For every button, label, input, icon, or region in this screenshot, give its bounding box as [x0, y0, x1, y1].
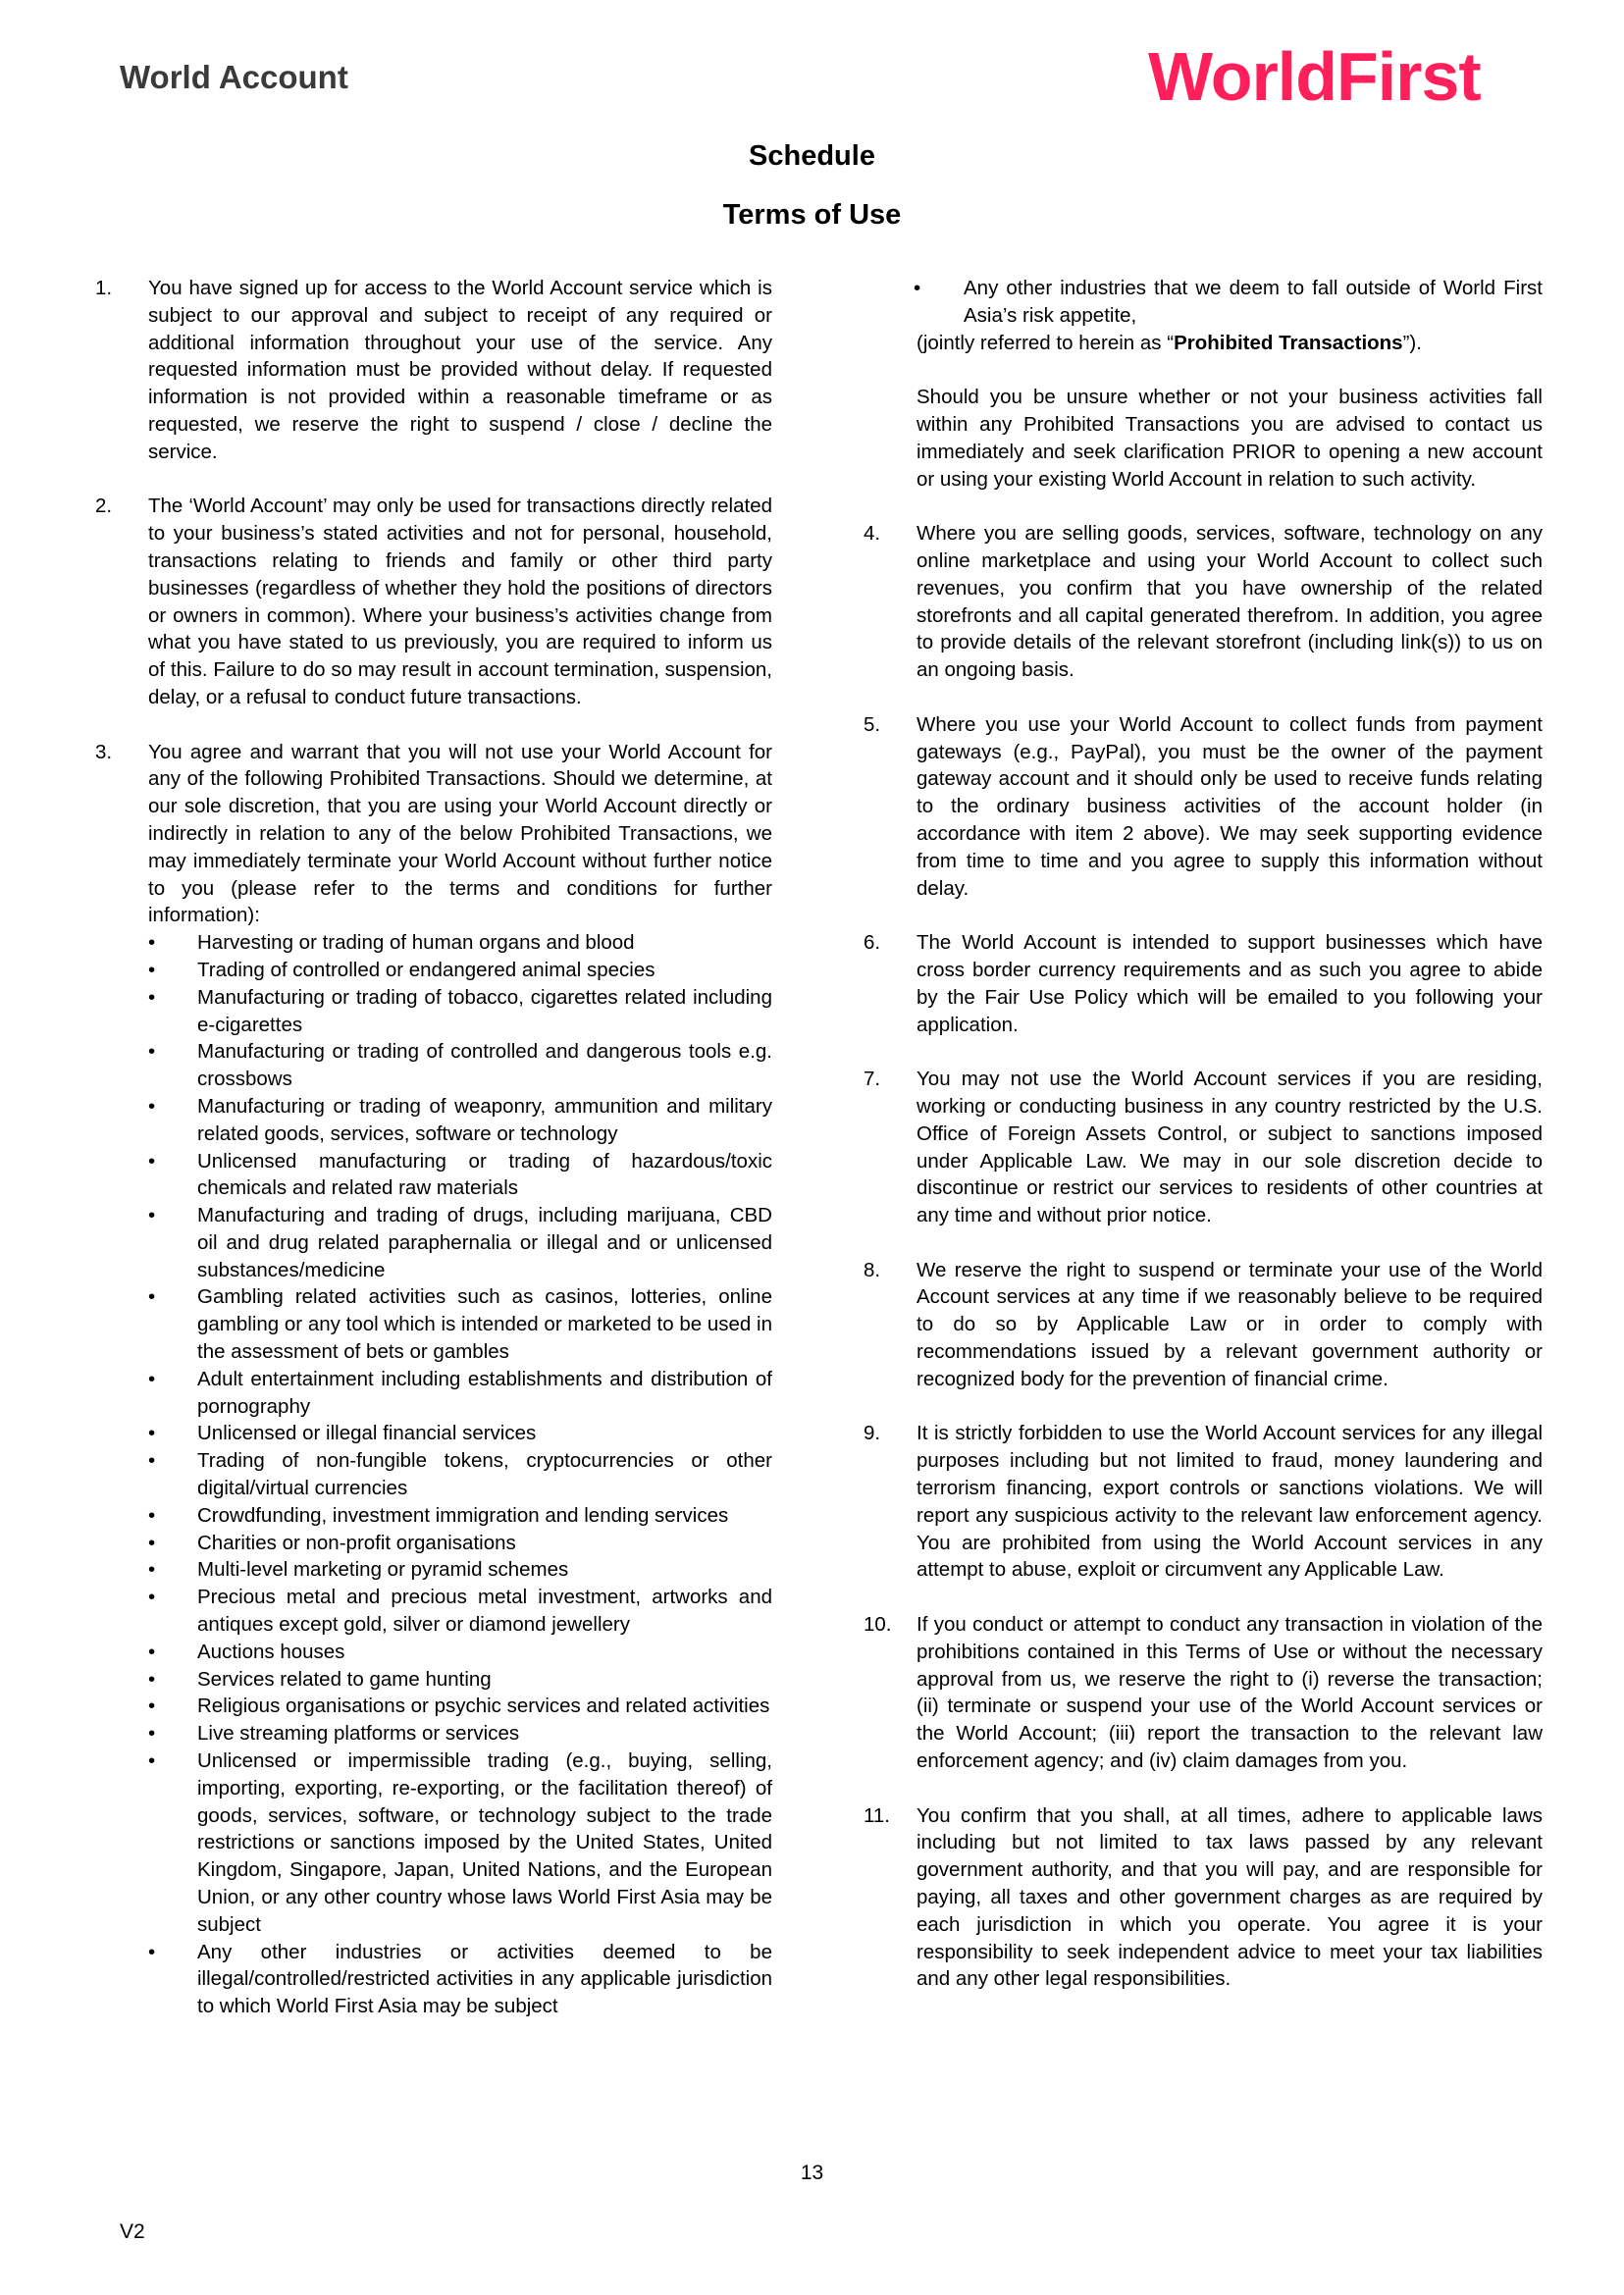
clause-text: You agree and warrant that you will not use your World Account for any of the following Prohibited Transactions. Should we determine, at our sole discretion, that you are using your World Account directly or indirectly in relation to any of the below Prohibited Transactions, we may immediately terminate your World Account without further notice to you (please refer to the terms and conditions for further information): [148, 740, 772, 927]
list-item [148, 1283, 772, 1365]
list-item [148, 1038, 772, 1093]
bullet-icon: • [148, 1149, 156, 1173]
list-item-text: Unlicensed or impermissible trading (e.g., buying, selling, importing, exporting, re-exporting, or the facilitation thereof) of goods, services, software, or technology subject to the trade restrictions or sanctions imposed by the United States, United Kingdom, Singapore, Japan, United Nations, and the European Union, or any other country whose laws World First Asia may be subject [197, 1749, 772, 1936]
list-item [148, 1093, 772, 1148]
list-item-text: Any other industries or activities deemed to be illegal/controlled/restricted activities in any applicable jurisdiction to which World First Asia may be subject [197, 1940, 772, 2018]
list-item-text: Manufacturing or trading of weaponry, ammunition and military related goods, services, software or technology [197, 1094, 772, 1145]
clause-number: 1. [95, 277, 113, 299]
schedule-title: Schedule [749, 140, 875, 172]
list-item [148, 1148, 772, 1203]
prohibited-list-continued [864, 275, 1543, 330]
list-item [148, 1502, 772, 1530]
bullet-icon: • [148, 1040, 156, 1064]
list-item [148, 1747, 772, 1939]
list-item [148, 1202, 772, 1283]
bullet-icon: • [148, 1503, 156, 1527]
list-item [148, 1420, 772, 1447]
clause-number: 3. [95, 740, 113, 763]
list-item [148, 1939, 772, 2020]
clause-number: 6. [864, 931, 881, 955]
clause-number: 9. [864, 1422, 881, 1445]
bullet-icon: • [148, 1422, 156, 1445]
bullet-icon: • [148, 958, 156, 981]
list-item [148, 957, 772, 984]
list-item-text: Adult entertainment including establishments and distribution of pornography [197, 1367, 772, 1418]
list-item-text: Any other industries that we deem to fall outside of World First Asia’s risk appetite, [964, 277, 1543, 327]
clause-text: You may not use the World Account services if you are residing, working or conducting business in any country restricted by the U.S. Office of Foreign Assets Control, or subject to sanctions imposed under Applicable Law. We may in our sole discretion decide to discontinue or restrict our services to residents of other countries at any time and without prior notice. [917, 1068, 1543, 1227]
list-item-text: Live streaming platforms or services [197, 1722, 520, 1746]
list-item-text: Auctions houses [197, 1640, 345, 1663]
list-item [148, 1366, 772, 1421]
bullet-icon: • [148, 1204, 156, 1227]
list-item [148, 929, 772, 957]
list-item-text: Precious metal and precious metal investment, artworks and antiques except gold, silver or diamond jewellery [197, 1586, 772, 1637]
list-item-text: Multi-level marketing or pyramid schemes [197, 1558, 569, 1582]
bullet-icon: • [148, 1531, 156, 1554]
clause-text: The World Account is intended to support businesses which have cross border currency requirements and as such you agree to abide by the Fair Use Policy which will be emailed to you following your application. [917, 931, 1543, 1036]
bullet-icon: • [148, 985, 156, 1009]
logo-text: WorldFirst [1148, 38, 1481, 115]
clause-text: Where you are selling goods, services, software, technology on any online marketplace and using your World Account to collect such revenues, you confirm that you have ownership of the related storefronts and all capital generated therefrom. In addition, you agree to provide details of the relevant storefront (including link(s)) to us on an ongoing basis. [917, 522, 1543, 682]
bullet-icon: • [148, 1940, 156, 1963]
prohibited-list [148, 929, 772, 2020]
list-item-text: Unlicensed or illegal financial services [197, 1422, 537, 1445]
list-item [148, 1720, 772, 1747]
clause-number: 2. [95, 495, 113, 518]
clause-1 [95, 275, 772, 466]
bullet-icon: • [148, 1667, 156, 1691]
right-clauses [864, 520, 1543, 1993]
list-item-text: Gambling related activities such as casinos, lotteries, online gambling or any tool which is intended or marketed to be used in the assessment of bets or gambles [197, 1285, 772, 1364]
clause-8 [864, 1257, 1543, 1393]
bullet-icon: • [148, 1094, 156, 1118]
page-number: 13 [800, 2162, 824, 2184]
clause-number: 11. [864, 1803, 890, 1827]
list-item-text: Manufacturing or trading of tobacco, cigarettes related including e-cigarettes [197, 985, 772, 1036]
unsure-paragraph: Should you be unsure whether or not your business activities fall within any Prohibited Transactions you are advised to contact us immediately and seek clarification PRIOR to opening a new account or using your existing World Account in relation to such activity. [917, 386, 1543, 491]
list-item [148, 1530, 772, 1557]
clause-text: The ‘World Account’ may only be used for transactions directly related to your business’s stated activities and not for personal, household, transactions relating to friends and family or other third party businesses (regardless of whether they hold the positions of directors or owners in common). Where your business’s activities change from what you have stated to us previously, you are required to inform us of this. Failure to do so may result in account termination, suspension, delay, or a refusal to conduct future transactions. [148, 495, 772, 708]
clause-7 [864, 1066, 1543, 1229]
bullet-icon: • [148, 1695, 156, 1718]
right-column [864, 275, 1543, 2020]
worldfirst-logo [1148, 37, 1481, 116]
clause-text: Where you use your World Account to collect funds from payment gateways (e.g., PayPal), you must be the owner of the payment gateway account and it should only be used to receive funds relating to the ordinary business activities of the account holder (in accordance with item 2 above). We may seek supporting evidence from time to time and you agree to supply this information without delay. [917, 712, 1543, 900]
clause-number: 7. [864, 1068, 881, 1091]
bullet-icon: • [914, 277, 921, 299]
bullet-icon: • [148, 1367, 156, 1390]
list-item [148, 1584, 772, 1639]
clause-number: 10. [864, 1613, 892, 1637]
list-item-text: Crowdfunding, investment immigration and lending services [197, 1503, 729, 1527]
clause-number: 4. [864, 522, 881, 546]
bullet-icon: • [148, 1285, 156, 1309]
version-label: V2 [120, 2220, 145, 2243]
list-item-text: Trading of controlled or endangered animal species [197, 958, 655, 981]
bullet-icon: • [148, 1558, 156, 1582]
clause-6 [864, 929, 1543, 1038]
clause-4 [864, 520, 1543, 684]
left-column [95, 275, 772, 2048]
clause-9 [864, 1420, 1543, 1584]
clause-number: 5. [864, 712, 881, 736]
list-item [148, 984, 772, 1039]
list-item-text: Manufacturing or trading of controlled and dangerous tools e.g. crossbows [197, 1040, 772, 1091]
header-title: World Account [120, 59, 348, 95]
list-item-text: Charities or non-profit organisations [197, 1531, 516, 1554]
list-item [148, 1447, 772, 1502]
list-item-text: Services related to game hunting [197, 1667, 492, 1691]
clause-text: You confirm that you shall, at all times, adhere to applicable laws including but not limited to tax laws passed by any relevant government authority, and that you will pay, and are responsible for paying, all taxes and other government charges as are required by each jurisdiction in which you operate. You agree it is your responsibility to seek independent advice to meet your tax liabilities and any other legal responsibilities. [917, 1803, 1543, 1991]
clause-11 [864, 1802, 1543, 1994]
list-item [148, 1639, 772, 1666]
list-item [914, 275, 1543, 330]
clause-2 [95, 493, 772, 710]
clause-10 [864, 1611, 1543, 1775]
clause-number: 8. [864, 1258, 881, 1281]
list-item-text: Unlicensed manufacturing or trading of hazardous/toxic chemicals and related raw materials [197, 1149, 772, 1200]
prohibited-transactions-term: Prohibited Transactions [1174, 331, 1403, 354]
bullet-icon: • [148, 1749, 156, 1773]
list-item-text: Manufacturing and trading of drugs, including marijuana, CBD oil and drug related paraphernalia or illegal and or unlicensed substances/medicine [197, 1204, 772, 1281]
list-item-text: Religious organisations or psychic services and related activities [197, 1695, 770, 1718]
doc-title: Terms of Use [722, 199, 902, 231]
list-item-text: Harvesting or trading of human organs and blood [197, 931, 635, 955]
clause-text: You have signed up for access to the World Account service which is subject to our approval and subject to receipt of any required or additional information throughout your use of the service. Any requested information must be provided without delay. If requested information is not provided within a reasonable timeframe or as requested, we reserve the right to suspend / close / decline the service. [148, 277, 772, 463]
bullet-icon: • [148, 1586, 156, 1609]
clause-text: If you conduct or attempt to conduct any transaction in violation of the prohibitions contained in this Terms of Use or without the necessary approval from us, we reserve the right to (i) reverse the transaction; (ii) terminate or suspend your use of the World Account services or the World Account; (iii) report the transaction to the relevant law enforcement agency; and (iv) claim damages from you. [917, 1613, 1543, 1773]
bullet-icon: • [148, 1640, 156, 1663]
clause-3 [95, 739, 772, 2020]
clause-5 [864, 711, 1543, 903]
list-item [148, 1666, 772, 1694]
bullet-icon: • [148, 931, 156, 955]
list-item [148, 1693, 772, 1720]
clause-text: It is strictly forbidden to use the World Account services for any illegal purposes including but not limited to fraud, money laundering and terrorism financing, export controls or sanctions violations. We will report any suspicious activity to the relevant law enforcement agency. You are prohibited from using the World Account services in any attempt to abuse, exploit or circumvent any Applicable Law. [917, 1422, 1543, 1582]
bullet-icon: • [148, 1722, 156, 1746]
list-item [148, 1556, 772, 1584]
jointly-referred-text: (jointly referred to herein as “Prohibited Transactions”). [917, 331, 1422, 354]
clause-text: We reserve the right to suspend or terminate your use of the World Account services at any time if we reasonably believe to be required to do so by Applicable Law or in order to comply with recommendations issued by a relevant government authority or recognized body for the prevention of financial crime. [917, 1258, 1543, 1390]
list-item-text: Trading of non-fungible tokens, cryptocurrencies or other digital/virtual currencies [197, 1449, 772, 1500]
bullet-icon: • [148, 1449, 156, 1473]
